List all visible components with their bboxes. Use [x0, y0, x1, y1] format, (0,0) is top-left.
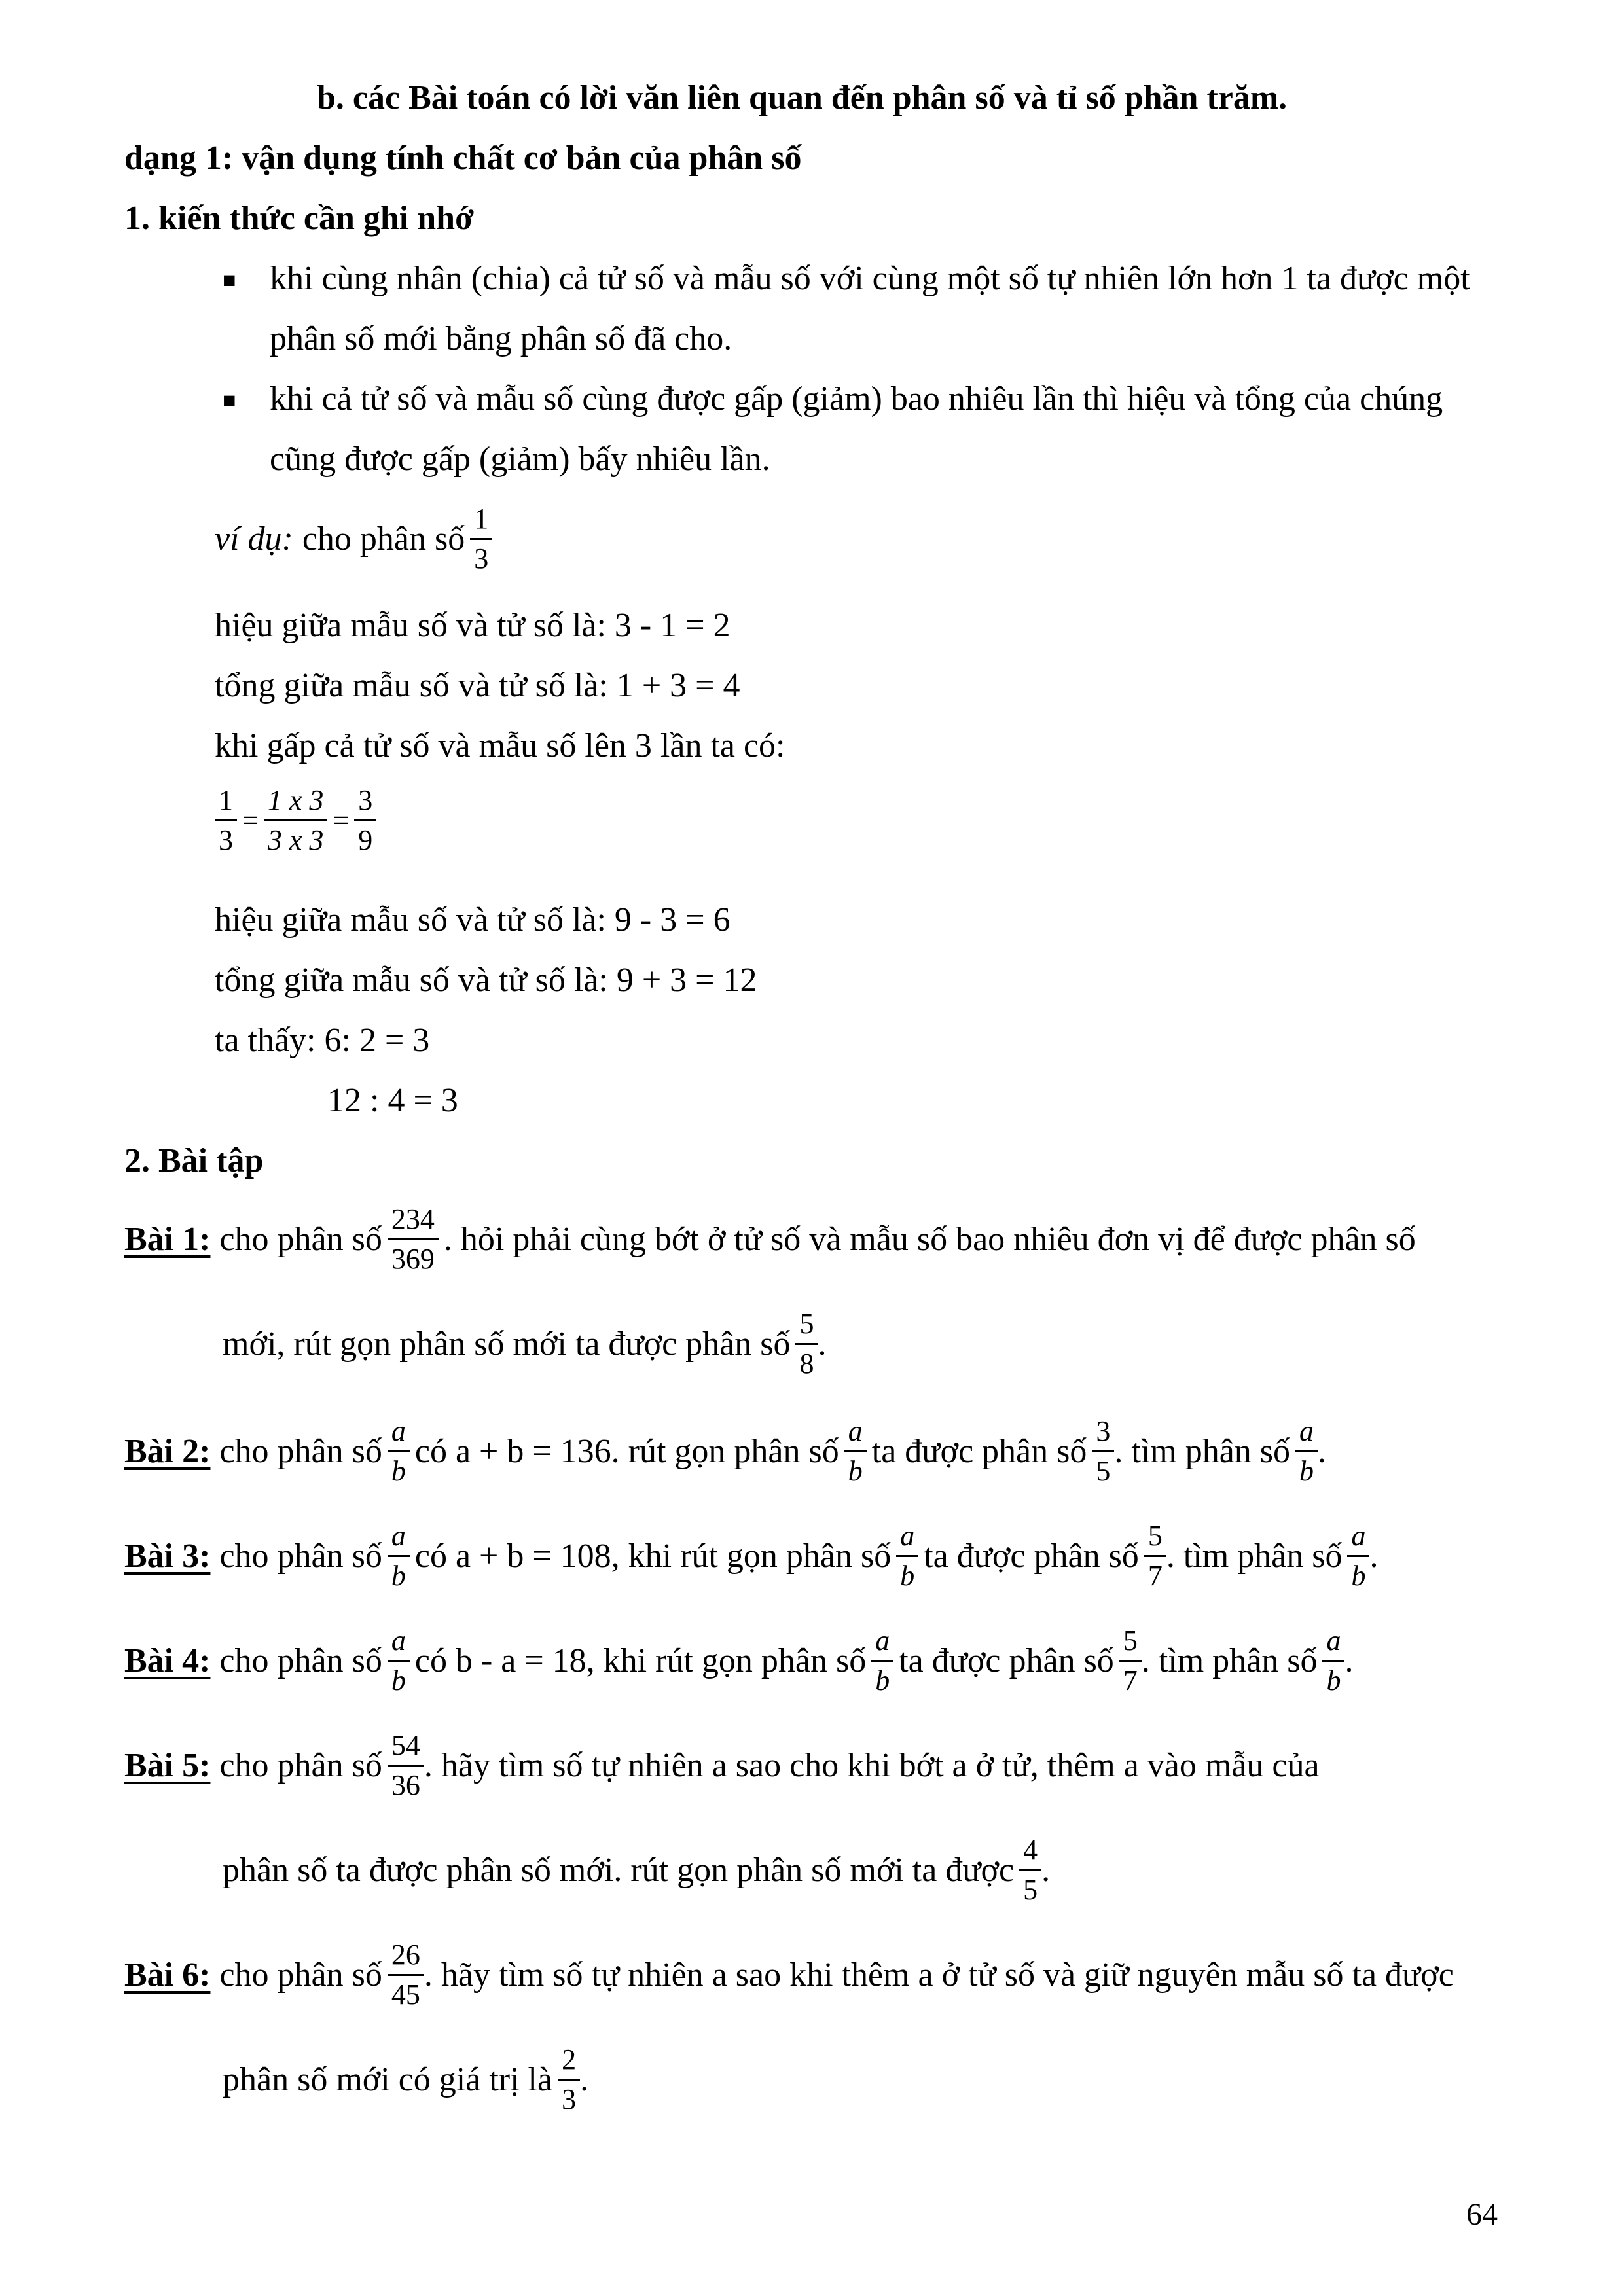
exercise-1	[124, 1204, 1416, 1274]
exercise-text: . hãy tìm số tự nhiên a sao cho khi bớt a ở tử, thêm a vào mẫu của	[424, 1747, 1320, 1785]
exercise-label: Bài 1:	[124, 1221, 211, 1259]
fraction-numerator: 1	[215, 785, 237, 821]
example-line-3: khi gấp cả tử số và mẫu số lên 3 lần ta có:	[215, 727, 785, 764]
exercise-text: .	[818, 1325, 827, 1363]
exercise-text: . hỏi phải cùng bớt ở tử số và mẫu số bao nhiêu đơn vị để được phân số	[443, 1221, 1416, 1259]
exercise-fraction	[388, 1940, 424, 2010]
fraction-denominator: 9	[358, 824, 373, 857]
exercise-text: ta được phân số	[899, 1642, 1114, 1680]
exercise-text: .	[1369, 1537, 1379, 1575]
example-line-1: hiệu giữa mẫu số và tử số là: 3 - 1 = 2	[215, 607, 731, 644]
fraction-numerator: 54	[388, 1731, 424, 1767]
fraction-denominator: b	[391, 1560, 406, 1592]
fraction-a-over-b	[1322, 1626, 1344, 1696]
exercise-fraction	[558, 2045, 580, 2115]
fraction-denominator: b	[900, 1560, 915, 1592]
bullet-2-line-1: khi cả tử số và mẫu số cùng được gấp (giảm) bao nhiêu lần thì hiệu và tổng của chúng	[270, 380, 1443, 418]
fraction-numerator: a	[388, 1416, 410, 1452]
section-heading: dạng 1: vận dụng tính chất cơ bản của phân số	[124, 139, 802, 177]
fraction-numerator: a	[388, 1626, 410, 1662]
bullet-1-line-2: phân số mới bằng phân số đã cho.	[270, 320, 732, 357]
fraction-denominator: 7	[1147, 1560, 1163, 1592]
fraction-denominator: b	[391, 1664, 406, 1697]
page-number: 64	[1466, 2197, 1498, 2232]
fraction-numerator: a	[388, 1521, 410, 1557]
fraction-numerator: 5	[795, 1309, 818, 1345]
exercise-label: Bài 3:	[124, 1537, 211, 1575]
exercise-text: ta được phân số	[924, 1537, 1139, 1575]
exercise-2	[124, 1416, 1326, 1486]
fraction-denominator: b	[1299, 1455, 1314, 1488]
fraction-numerator: 5	[1119, 1626, 1142, 1662]
fraction-numerator: a	[1322, 1626, 1344, 1662]
fraction-denominator: b	[1326, 1664, 1341, 1697]
exercise-text: . tìm phân số	[1114, 1433, 1291, 1471]
exercise-text: cho phân số	[219, 1221, 382, 1259]
exercise-fraction	[388, 1204, 439, 1274]
example-line-7: 12 : 4 = 3	[327, 1082, 458, 1119]
fraction-a-over-b	[1347, 1521, 1369, 1591]
exercise-fraction	[388, 1731, 424, 1801]
exercise-text: .	[1344, 1642, 1354, 1680]
exercise-text: cho phân số	[219, 1956, 382, 1994]
example-intro	[215, 504, 497, 574]
exercise-text: có a + b = 136. rút gọn phân số	[414, 1433, 839, 1471]
example-intro-text: cho phân số	[302, 520, 465, 558]
fraction-denominator: 3	[562, 2083, 577, 2116]
exercise-text: . tìm phân số	[1141, 1642, 1318, 1680]
fraction-denominator: 8	[799, 1348, 814, 1380]
fraction-denominator: b	[391, 1455, 406, 1488]
exercise-text: .	[580, 2061, 589, 2099]
exercise-text: .	[1318, 1433, 1327, 1471]
exercise-text: có b - a = 18, khi rút gọn phân số	[414, 1642, 867, 1680]
equation-fraction-1	[215, 785, 237, 855]
fraction-numerator: 2	[558, 2045, 580, 2081]
fraction-numerator: a	[896, 1521, 918, 1557]
fraction-numerator: 4	[1019, 1835, 1041, 1871]
fraction-denominator: 369	[391, 1243, 435, 1276]
example-label: ví dụ:	[215, 520, 293, 558]
fraction-denominator: b	[1351, 1560, 1366, 1592]
exercise-label: Bài 5:	[124, 1747, 211, 1785]
exercise-text: . hãy tìm số tự nhiên a sao khi thêm a ở tử số và giữ nguyên mẫu số ta được	[424, 1956, 1454, 1994]
exercise-4	[124, 1626, 1353, 1696]
fraction-a-over-b	[1295, 1416, 1318, 1486]
exercise-1-continuation	[223, 1309, 826, 1379]
fraction-denominator: 45	[391, 1979, 420, 2011]
example-line-5: tổng giữa mẫu số và tử số là: 9 + 3 = 12	[215, 961, 757, 999]
example-equation	[209, 785, 382, 855]
example-line-2: tổng giữa mẫu số và tử số là: 1 + 3 = 4	[215, 667, 740, 704]
fraction-numerator: a	[871, 1626, 893, 1662]
exercise-text: mới, rút gọn phân số mới ta được phân số	[223, 1325, 791, 1363]
fraction-numerator: 3	[354, 785, 376, 821]
fraction-denominator: 3 x 3	[267, 824, 324, 857]
fraction-denominator: b	[848, 1455, 863, 1488]
example-fraction	[470, 504, 492, 574]
fraction-a-over-b	[871, 1626, 893, 1696]
fraction-numerator: a	[844, 1416, 867, 1452]
exercise-text: . tìm phân số	[1166, 1537, 1343, 1575]
fraction-a-over-b	[388, 1521, 410, 1591]
fraction-denominator: 7	[1123, 1664, 1138, 1697]
fraction-a-over-b	[388, 1416, 410, 1486]
page-title: b. các Bài toán có lời văn liên quan đến phân số và tỉ số phần trăm.	[317, 79, 1288, 117]
exercise-text: cho phân số	[219, 1642, 382, 1680]
fraction-numerator: a	[1295, 1416, 1318, 1452]
exercise-fraction	[795, 1309, 818, 1379]
exercise-6-continuation	[223, 2045, 588, 2115]
equals-sign: =	[242, 804, 259, 837]
exercise-text: phân số ta được phân số mới. rút gọn phân số mới ta được	[223, 1852, 1015, 1890]
equation-fraction-3	[354, 785, 376, 855]
fraction-denominator: 36	[391, 1769, 420, 1802]
equals-sign: =	[333, 804, 350, 837]
exercise-text: cho phân số	[219, 1433, 382, 1471]
bullet-icon: ■	[223, 268, 236, 293]
fraction-numerator: 5	[1144, 1521, 1166, 1557]
fraction-numerator: 1 x 3	[264, 785, 328, 821]
fraction-numerator: 26	[388, 1940, 424, 1976]
bullet-1-line-1: khi cùng nhân (chia) cả tử số và mẫu số với cùng một số tự nhiên lớn hơn 1 ta được một	[270, 260, 1470, 297]
fraction-a-over-b	[844, 1416, 867, 1486]
example-line-4: hiệu giữa mẫu số và tử số là: 9 - 3 = 6	[215, 901, 731, 939]
exercise-5-continuation	[223, 1835, 1050, 1905]
exercise-text: ta được phân số	[871, 1433, 1087, 1471]
exercise-fraction	[1019, 1835, 1041, 1905]
exercise-6	[124, 1940, 1454, 2010]
exercise-5	[124, 1731, 1320, 1801]
exercise-text: có a + b = 108, khi rút gọn phân số	[414, 1537, 892, 1575]
example-line-6: ta thấy: 6: 2 = 3	[215, 1022, 430, 1059]
knowledge-heading: 1. kiến thức cần ghi nhớ	[124, 200, 474, 237]
exercise-label: Bài 6:	[124, 1956, 211, 1994]
fraction-numerator: 1	[470, 504, 492, 540]
exercise-label: Bài 2:	[124, 1433, 211, 1471]
fraction-numerator: a	[1347, 1521, 1369, 1557]
exercise-text: .	[1041, 1852, 1051, 1890]
fraction-denominator: 5	[1023, 1874, 1038, 1907]
fraction-denominator: b	[875, 1664, 890, 1697]
exercise-fraction	[1119, 1626, 1142, 1696]
exercise-label: Bài 4:	[124, 1642, 211, 1680]
fraction-numerator: 3	[1092, 1416, 1114, 1452]
exercise-text: cho phân số	[219, 1537, 382, 1575]
exercise-text: cho phân số	[219, 1747, 382, 1785]
exercise-fraction	[1092, 1416, 1114, 1486]
exercises-heading: 2. Bài tập	[124, 1142, 264, 1179]
exercise-fraction	[1144, 1521, 1166, 1591]
exercise-3	[124, 1521, 1378, 1591]
bullet-2-line-2: cũng được gấp (giảm) bấy nhiêu lần.	[270, 440, 770, 478]
fraction-a-over-b	[388, 1626, 410, 1696]
equation-fraction-2	[264, 785, 328, 855]
bullet-icon: ■	[223, 389, 236, 413]
fraction-denominator: 3	[474, 543, 489, 575]
fraction-a-over-b	[896, 1521, 918, 1591]
fraction-denominator: 5	[1096, 1455, 1111, 1488]
fraction-denominator: 3	[219, 824, 233, 857]
fraction-numerator: 234	[388, 1204, 439, 1240]
exercise-text: phân số mới có giá trị là	[223, 2061, 553, 2099]
